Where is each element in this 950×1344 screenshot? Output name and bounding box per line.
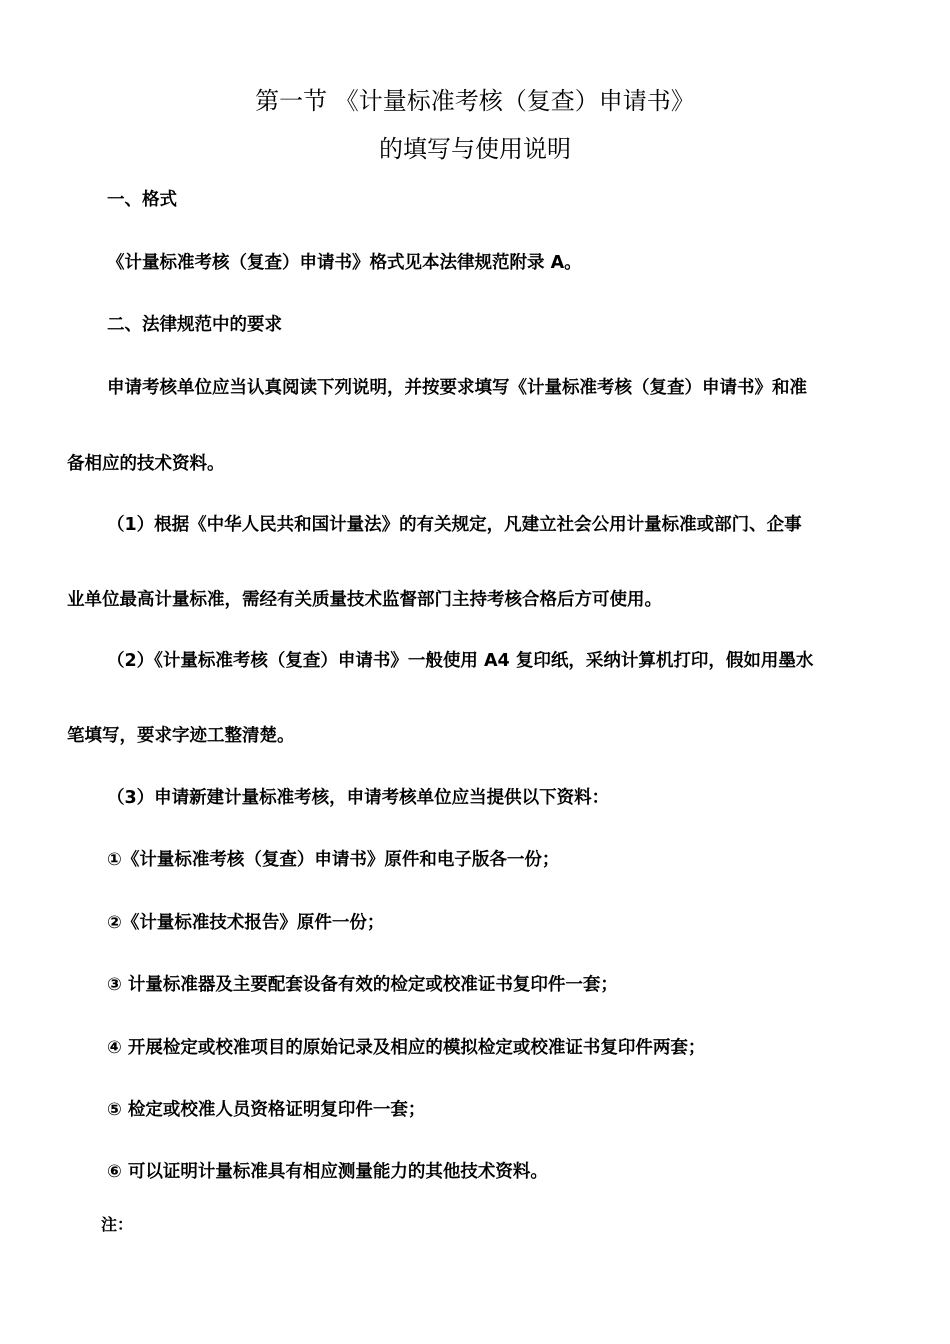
item-1-line-2: 业单位最高计量标准，需经有关质量技术监督部门主持考核合格后方可使用。 [67,590,662,610]
sub-item-3: ③ 计量标准器及主要配套设备有效的检定或校准证书复印件一套； [107,975,618,995]
item-3: （3）申请新建计量标准考核，申请考核单位应当提供以下资料： [107,788,610,808]
sub-item-4: ④ 开展检定或校准项目的原始记录及相应的模拟检定或校准证书复印件两套； [107,1038,706,1058]
section-1-text: 《计量标准考核（复查）申请书》格式见本法律规范附录 A。 [107,253,582,273]
title-line-1: 第一节 《计量标准考核（复查）申请书》 [255,87,695,115]
section-2-intro-line-2: 备相应的技术资料。 [67,454,225,474]
sub-item-5: ⑤ 检定或校准人员资格证明复印件一套； [107,1100,426,1120]
item-2-line-1: （2）《计量标准考核（复查）申请书》一般使用 A4 复印纸，采纳计算机打印，假如用墨水 [107,651,814,671]
sub-item-2: ②《计量标准技术报告》原件一份； [107,913,385,933]
note-label: 注： [101,1215,134,1234]
section-1-heading: 一、格式 [107,190,177,210]
section-2-heading: 二、法律规范中的要求 [107,315,282,335]
sub-item-1: ①《计量标准考核（复查）申请书》原件和电子版各一份； [107,850,560,870]
item-1-line-1: （1）根据《中华人民共和国计量法》的有关规定，凡建立社会公用计量标准或部门、企事 [107,515,802,535]
title-line-2: 的填写与使用说明 [379,135,571,163]
section-2-intro-line-1: 申请考核单位应当认真阅读下列说明，并按要求填写《计量标准考核（复查）申请书》和准 [107,378,807,398]
item-2-line-2: 笔填写，要求字迹工整清楚。 [67,726,295,746]
sub-item-6: ⑥ 可以证明计量标准具有相应测量能力的其他技术资料。 [107,1162,548,1182]
